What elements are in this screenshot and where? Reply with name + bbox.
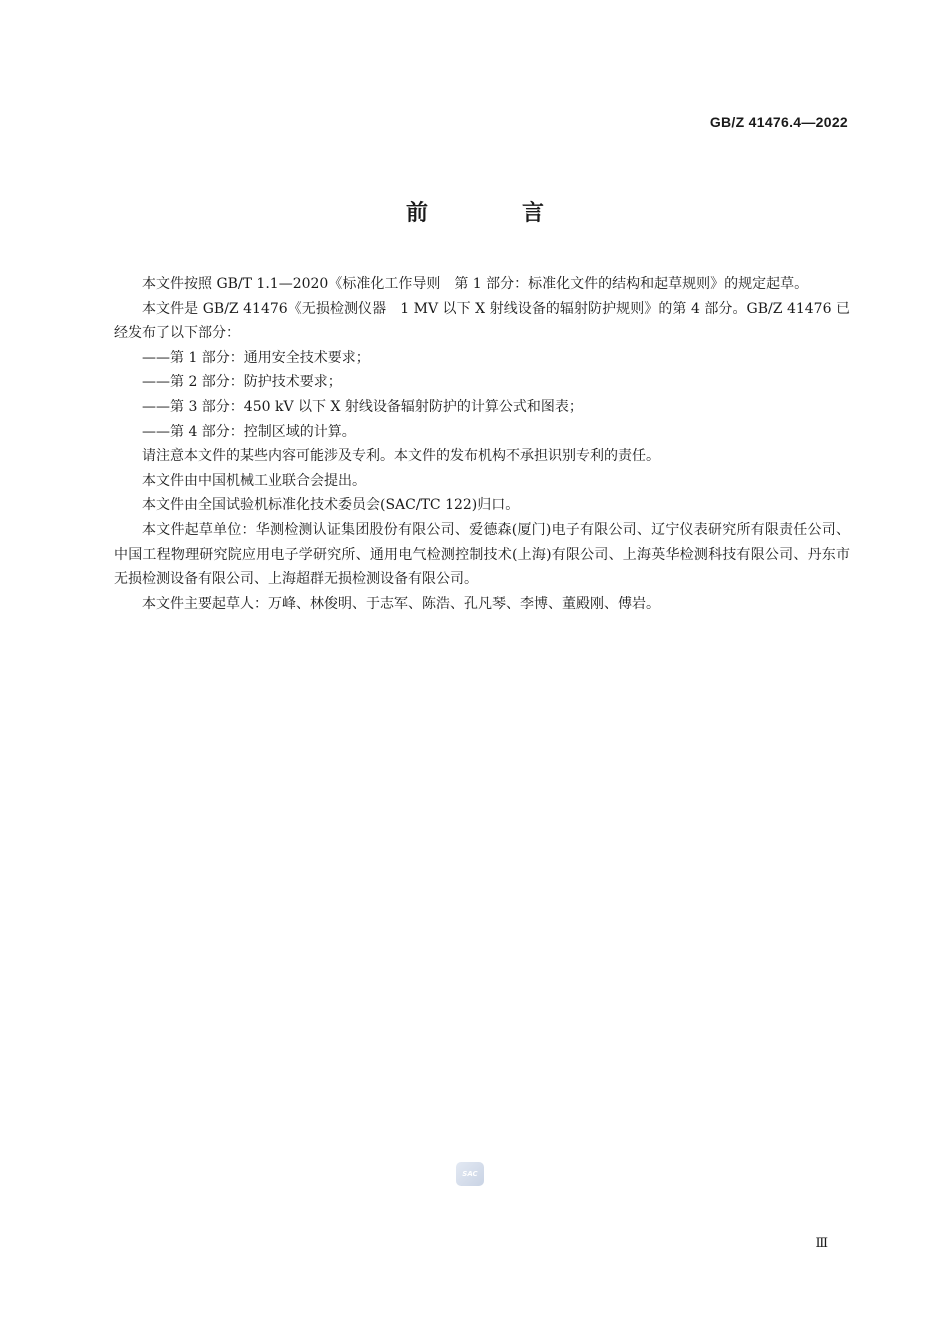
page-title: 前 言	[405, 201, 580, 226]
paragraph-patent-notice: 请注意本文件的某些内容可能涉及专利。本文件的发布机构不承担识别专利的责任。	[142, 448, 660, 465]
paragraph-drafting-organizations: 本文件起草单位：华测检测认证集团股份有限公司、爱德森(厦门)电子有限公司、辽宁仪表研究所有限责任公司、中国工程物理研究院应用电子学研究所、通用电气检测控制技术(上海)有限公司、上海英华检测科技有限公司、丹东市无损检测设备有限公司、上海超群无损检测设备有限公司。	[114, 521, 850, 588]
document-body	[114, 272, 850, 616]
paragraph-under-jurisdiction: 本文件由全国试验机标准化技术委员会(SAC/TC 122)归口。	[142, 497, 520, 514]
sac-logo-icon	[456, 1162, 484, 1186]
list-item: ——第 2 部分：防护技术要求；	[142, 374, 342, 391]
list-item: ——第 1 部分：通用安全技术要求；	[142, 349, 370, 366]
paragraph-drafting-rules: 本文件按照 GB/T 1.1—2020《标准化工作导则 第 1 部分：标准化文件的结构和起草规则》的规定起草。	[142, 276, 809, 292]
watermark-text: SAC	[462, 1170, 478, 1178]
list-item: ——第 4 部分：控制区域的计算。	[142, 423, 356, 440]
list-item: ——第 3 部分：450 kV 以下 X 射线设备辐射防护的计算公式和图表；	[142, 398, 583, 415]
paragraph-part-of-series: 本文件是 GB/Z 41476《无损检测仪器 1 MV 以下 X 射线设备的辐射防护规则》的第 4 部分。GB/Z 41476 已经发布了以下部分：	[114, 300, 850, 342]
standard-code: GB/Z 41476.4—2022	[709, 114, 848, 130]
paragraph-proposed-by: 本文件由中国机械工业联合会提出。	[142, 472, 366, 489]
paragraph-drafters: 本文件主要起草人：万峰、林俊明、于志军、陈浩、孔凡琴、李博、董殿刚、傅岩。	[142, 595, 660, 612]
page-number: Ⅲ	[815, 1236, 828, 1251]
